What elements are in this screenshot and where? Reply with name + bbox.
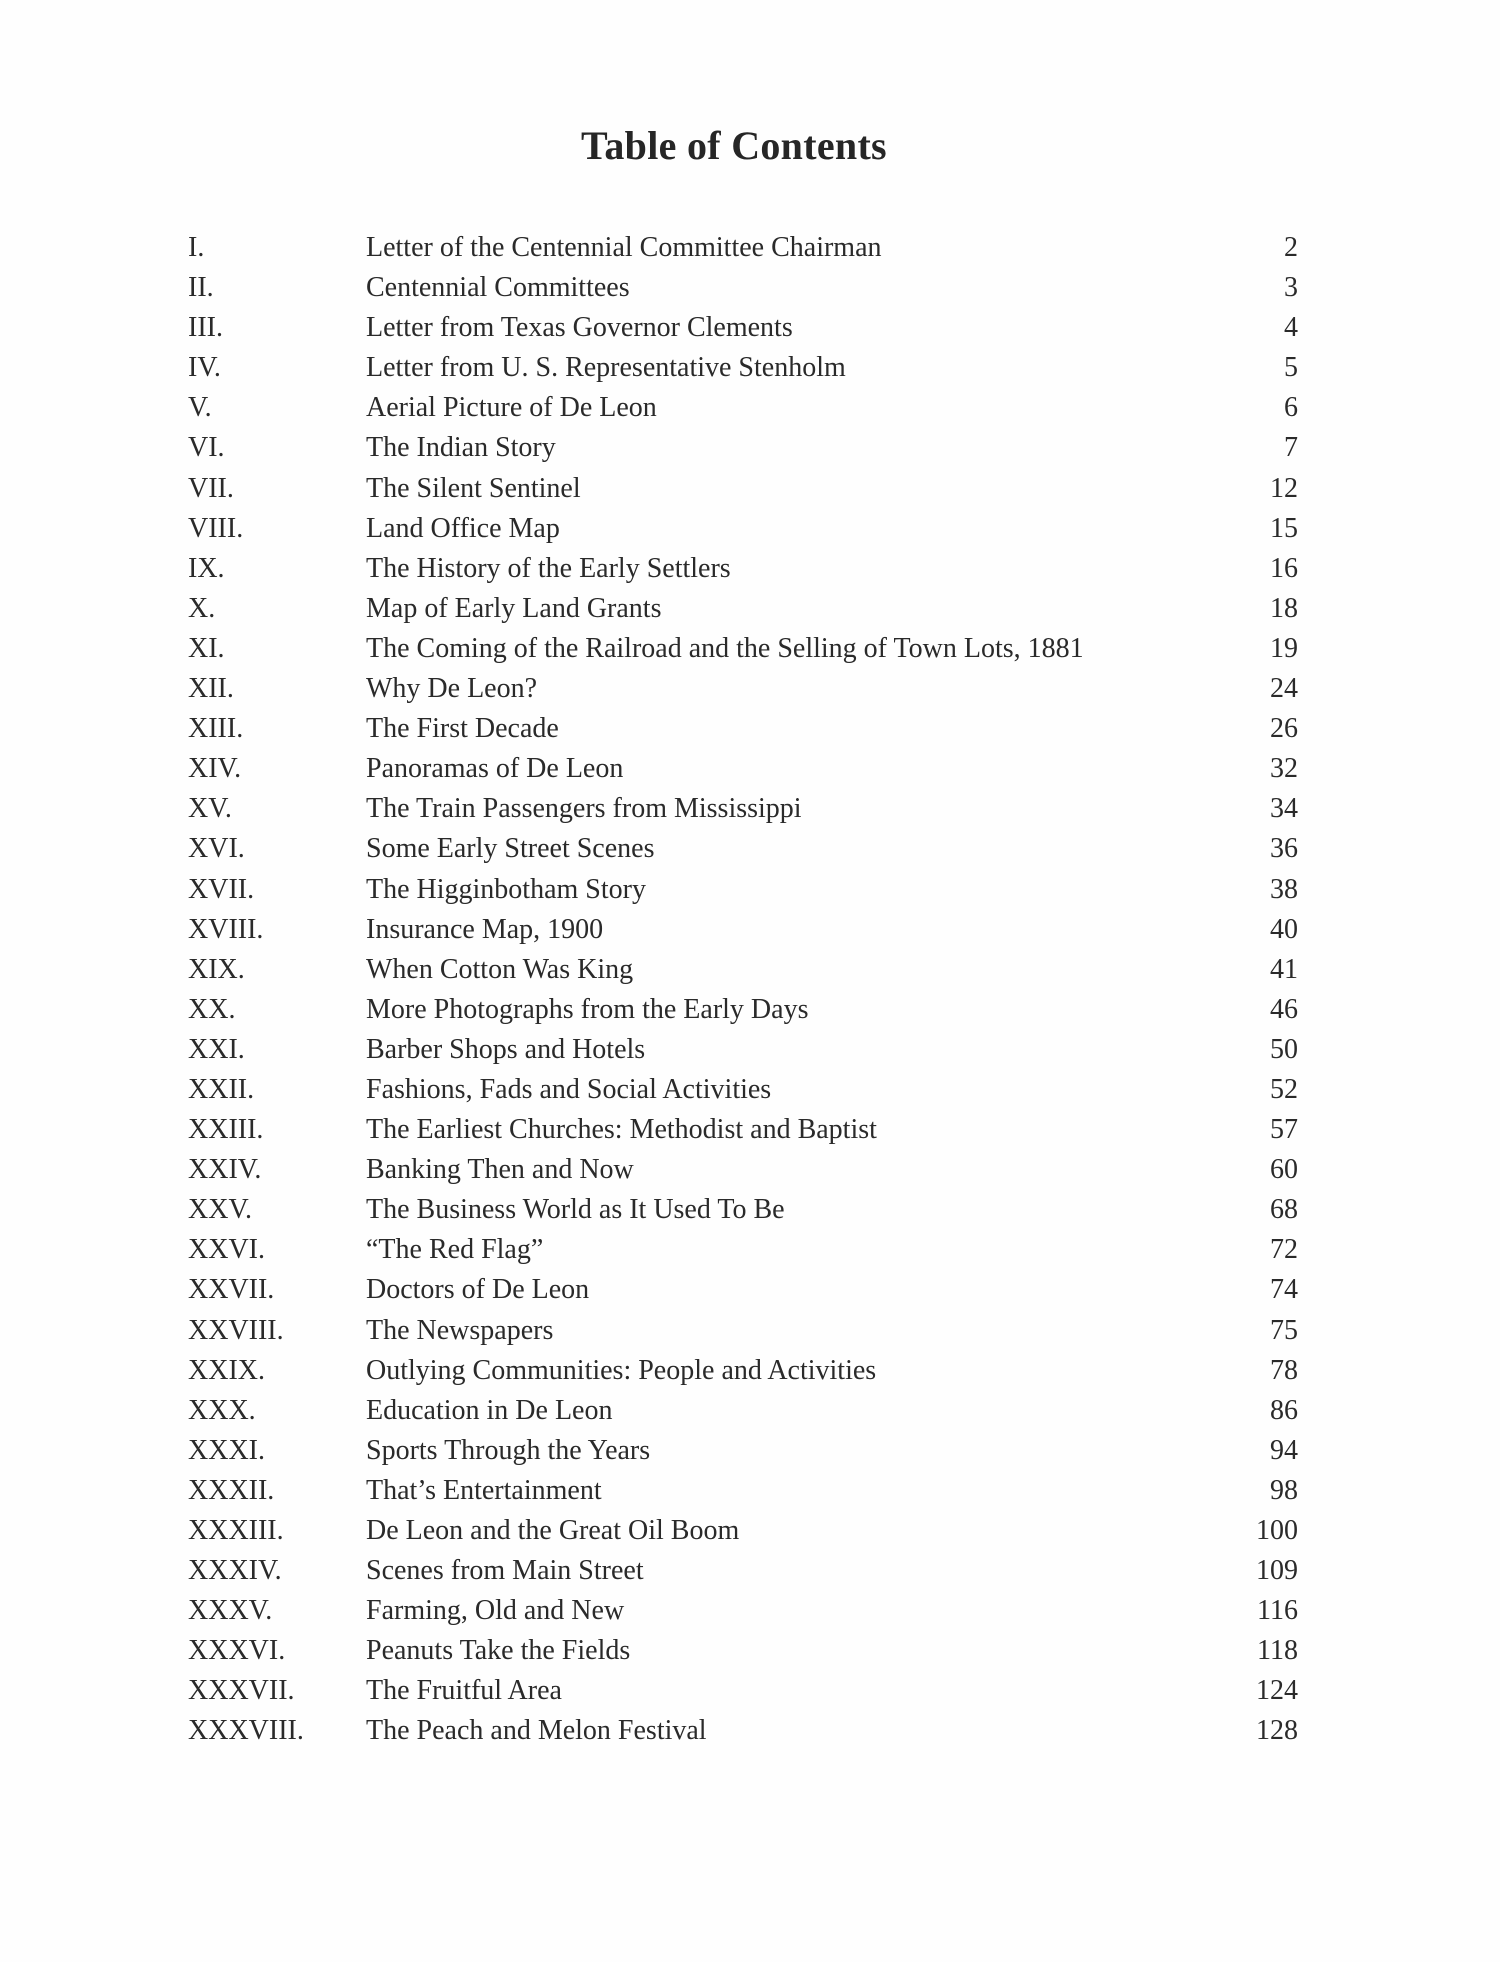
chapter-numeral: XX. <box>188 993 236 1025</box>
page-number[interactable]: 75 <box>1270 1314 1298 1346</box>
toc-entry[interactable] <box>0 469 1500 509</box>
chapter-title[interactable]: Some Early Street Scenes <box>366 833 655 865</box>
toc-entry[interactable] <box>0 1230 1500 1270</box>
page-number[interactable]: 78 <box>1270 1354 1298 1386</box>
toc-entry[interactable] <box>0 1311 1500 1351</box>
page-number[interactable]: 68 <box>1270 1194 1298 1226</box>
page-number[interactable]: 57 <box>1270 1114 1298 1146</box>
chapter-numeral: XXXIII. <box>188 1515 284 1546</box>
chapter-title[interactable]: Land Office Map <box>366 512 560 544</box>
toc-entry[interactable] <box>0 1270 1500 1310</box>
chapter-title[interactable]: The Higginbotham Story <box>366 873 646 905</box>
chapter-numeral: XXVI. <box>188 1234 265 1266</box>
toc-entry[interactable] <box>0 348 1500 388</box>
page-number[interactable]: 100 <box>1256 1515 1298 1546</box>
chapter-numeral: VI. <box>188 432 225 464</box>
chapter-title[interactable]: The First Decade <box>366 713 559 745</box>
page-title: Table of Contents <box>581 123 887 168</box>
toc-entry[interactable] <box>0 669 1500 709</box>
chapter-title[interactable]: The Newspapers <box>366 1314 554 1346</box>
chapter-numeral: XXX. <box>188 1394 256 1426</box>
chapter-title[interactable]: The Peach and Melon Festival <box>366 1715 707 1747</box>
chapter-numeral: XII. <box>188 673 234 705</box>
toc-entry[interactable] <box>0 709 1500 749</box>
chapter-numeral: XXXVII. <box>188 1675 295 1707</box>
page-number[interactable]: 72 <box>1270 1234 1298 1266</box>
table-of-contents <box>0 228 1500 1752</box>
chapter-numeral: XXVII. <box>188 1274 275 1306</box>
chapter-title[interactable]: Education in De Leon <box>366 1394 613 1426</box>
toc-entry[interactable] <box>0 1711 1500 1751</box>
page-number[interactable]: 12 <box>1270 472 1298 504</box>
toc-entry[interactable] <box>0 1471 1500 1511</box>
chapter-numeral: XVII. <box>188 873 255 905</box>
chapter-numeral: XXXI. <box>188 1434 265 1466</box>
page-number[interactable]: 41 <box>1270 953 1298 985</box>
toc-entry[interactable] <box>0 1351 1500 1391</box>
toc-entry[interactable] <box>0 1431 1500 1471</box>
chapter-numeral: XVIII. <box>188 913 264 945</box>
page-number[interactable]: 15 <box>1270 512 1298 544</box>
chapter-numeral: XXXVIII. <box>188 1715 304 1747</box>
chapter-title[interactable]: Farming, Old and New <box>366 1595 625 1627</box>
chapter-numeral: XXXII. <box>188 1474 275 1506</box>
chapter-title[interactable]: The History of the Early Settlers <box>366 552 731 584</box>
page-number[interactable]: 52 <box>1270 1073 1298 1105</box>
toc-entry[interactable] <box>0 990 1500 1030</box>
toc-entry[interactable] <box>0 228 1500 268</box>
chapter-numeral: XVI. <box>188 833 245 865</box>
chapter-title[interactable]: De Leon and the Great Oil Boom <box>366 1515 740 1546</box>
chapter-title[interactable]: Letter from Texas Governor Clements <box>366 312 793 344</box>
chapter-numeral: XXXVI. <box>188 1635 286 1667</box>
chapter-title[interactable]: The Earliest Churches: Methodist and Baptist <box>366 1114 877 1146</box>
page-number[interactable]: 94 <box>1270 1434 1298 1466</box>
chapter-title[interactable]: Insurance Map, 1900 <box>366 913 604 945</box>
toc-entry[interactable] <box>0 950 1500 990</box>
chapter-title[interactable]: Centennial Committees <box>366 272 630 304</box>
chapter-title[interactable]: Outlying Communities: People and Activities <box>366 1354 877 1386</box>
chapter-title[interactable]: The Business World as It Used To Be <box>366 1194 785 1226</box>
toc-entry[interactable] <box>0 1070 1500 1110</box>
page-number[interactable]: 86 <box>1270 1394 1298 1426</box>
page-number[interactable]: 109 <box>1256 1555 1298 1587</box>
page-number[interactable]: 46 <box>1270 993 1298 1025</box>
toc-entry[interactable] <box>0 829 1500 869</box>
chapter-title[interactable]: The Indian Story <box>366 432 556 464</box>
page-number[interactable]: 18 <box>1270 592 1298 624</box>
chapter-numeral: XXI. <box>188 1033 245 1065</box>
chapter-title[interactable]: The Fruitful Area <box>366 1675 562 1707</box>
page-number[interactable]: 5 <box>1284 352 1298 384</box>
chapter-numeral: XXIV. <box>188 1154 262 1186</box>
toc-entry[interactable] <box>0 749 1500 789</box>
chapter-numeral: IV. <box>188 352 221 384</box>
chapter-numeral: X. <box>188 592 216 624</box>
page-number[interactable]: 124 <box>1256 1675 1298 1707</box>
page-number[interactable]: 7 <box>1284 432 1298 464</box>
page-number[interactable]: 3 <box>1284 272 1298 304</box>
chapter-numeral: XI. <box>188 632 225 664</box>
toc-entry[interactable] <box>0 1591 1500 1631</box>
page-number[interactable]: 32 <box>1270 753 1298 785</box>
chapter-numeral: IX. <box>188 552 225 584</box>
chapter-numeral: XXIX. <box>188 1354 265 1386</box>
chapter-title[interactable]: The Silent Sentinel <box>366 472 581 504</box>
chapter-numeral: III. <box>188 312 223 344</box>
chapter-numeral: XXV. <box>188 1194 253 1226</box>
toc-entry[interactable] <box>0 1671 1500 1711</box>
chapter-numeral: XXIII. <box>188 1114 264 1146</box>
page-number[interactable]: 19 <box>1270 632 1298 664</box>
page-number[interactable]: 74 <box>1270 1274 1298 1306</box>
chapter-title[interactable]: Aerial Picture of De Leon <box>366 392 657 424</box>
chapter-title[interactable]: Why De Leon? <box>366 673 538 705</box>
chapter-numeral: XXXV. <box>188 1595 273 1627</box>
toc-entry[interactable] <box>0 1030 1500 1070</box>
chapter-numeral: I. <box>188 232 205 263</box>
toc-entry[interactable] <box>0 1511 1500 1551</box>
page-number[interactable]: 6 <box>1284 392 1298 424</box>
chapter-title[interactable]: Barber Shops and Hotels <box>366 1033 646 1065</box>
chapter-title[interactable]: When Cotton Was King <box>366 953 634 985</box>
toc-entry[interactable] <box>0 308 1500 348</box>
toc-entry[interactable] <box>0 1391 1500 1431</box>
toc-entry[interactable] <box>0 428 1500 468</box>
toc-entry[interactable] <box>0 1150 1500 1190</box>
chapter-numeral: V. <box>188 392 212 424</box>
chapter-title[interactable]: The Coming of the Railroad and the Selling of Town Lots, 1881 <box>366 632 1084 664</box>
page-number[interactable]: 26 <box>1270 713 1298 745</box>
page-number[interactable]: 128 <box>1256 1715 1298 1747</box>
chapter-numeral: XIII. <box>188 713 244 745</box>
page-number[interactable]: 118 <box>1257 1635 1298 1667</box>
chapter-title[interactable]: That’s Entertainment <box>366 1474 602 1506</box>
chapter-title[interactable]: Panoramas of De Leon <box>366 753 624 785</box>
toc-entry[interactable] <box>0 1551 1500 1591</box>
toc-entry[interactable] <box>0 629 1500 669</box>
page-number[interactable]: 2 <box>1284 232 1298 263</box>
chapter-title[interactable]: Letter of the Centennial Committee Chairman <box>366 232 882 263</box>
chapter-title[interactable]: Letter from U. S. Representative Stenholm <box>366 352 846 384</box>
toc-entry[interactable] <box>0 870 1500 910</box>
page-number[interactable]: 24 <box>1270 673 1298 705</box>
page-number[interactable]: 98 <box>1270 1474 1298 1506</box>
page-number[interactable]: 16 <box>1270 552 1298 584</box>
chapter-title[interactable]: The Train Passengers from Mississippi <box>366 793 802 825</box>
toc-entry[interactable] <box>0 789 1500 829</box>
page-number[interactable]: 34 <box>1270 793 1298 825</box>
chapter-numeral: XXXIV. <box>188 1555 282 1587</box>
toc-entry[interactable] <box>0 509 1500 549</box>
toc-entry[interactable] <box>0 388 1500 428</box>
chapter-numeral: VIII. <box>188 512 244 544</box>
page-number[interactable]: 40 <box>1270 913 1298 945</box>
toc-entry[interactable] <box>0 1190 1500 1230</box>
chapter-numeral: XIV. <box>188 753 242 785</box>
page-number[interactable]: 50 <box>1270 1033 1298 1065</box>
chapter-title[interactable]: Scenes from Main Street <box>366 1555 644 1587</box>
chapter-title[interactable]: Map of Early Land Grants <box>366 592 662 624</box>
chapter-numeral: XXVIII. <box>188 1314 284 1346</box>
page-number[interactable]: 36 <box>1270 833 1298 865</box>
toc-entry[interactable] <box>0 1631 1500 1671</box>
toc-entry[interactable] <box>0 910 1500 950</box>
chapter-title[interactable]: Banking Then and Now <box>366 1154 634 1186</box>
chapter-title[interactable]: Doctors of De Leon <box>366 1274 590 1306</box>
toc-entry[interactable] <box>0 589 1500 629</box>
chapter-title[interactable]: Peanuts Take the Fields <box>366 1635 631 1667</box>
chapter-title[interactable]: Fashions, Fads and Social Activities <box>366 1073 772 1105</box>
chapter-numeral: XXII. <box>188 1073 255 1105</box>
toc-entry[interactable] <box>0 1110 1500 1150</box>
toc-entry[interactable] <box>0 268 1500 308</box>
page-number[interactable]: 60 <box>1270 1154 1298 1186</box>
chapter-numeral: VII. <box>188 472 234 504</box>
page-number[interactable]: 38 <box>1270 873 1298 905</box>
chapter-title[interactable]: Sports Through the Years <box>366 1434 651 1466</box>
chapter-numeral: XIX. <box>188 953 245 985</box>
chapter-numeral: XV. <box>188 793 232 825</box>
chapter-title[interactable]: More Photographs from the Early Days <box>366 993 809 1025</box>
page-number[interactable]: 4 <box>1284 312 1298 344</box>
page-number[interactable]: 116 <box>1257 1595 1298 1627</box>
chapter-title[interactable]: “The Red Flag” <box>366 1234 544 1266</box>
chapter-numeral: II. <box>188 272 214 304</box>
toc-entry[interactable] <box>0 549 1500 589</box>
